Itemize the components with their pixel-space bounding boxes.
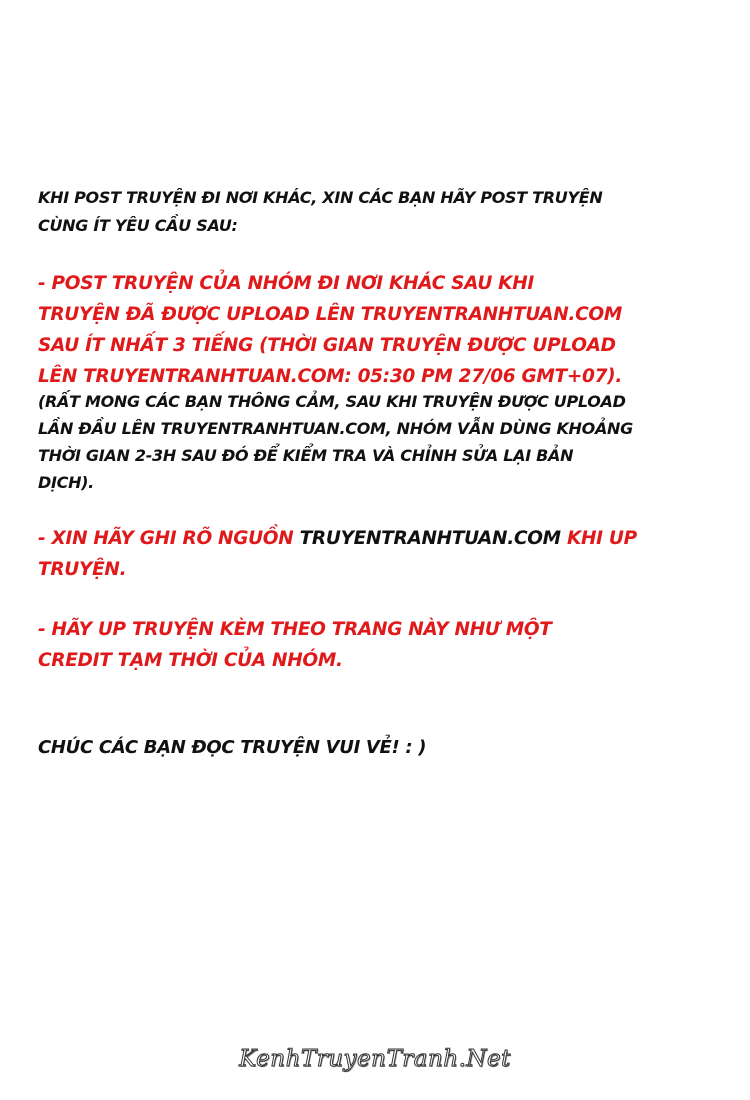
rule1-line-1: - POST TRUYỆN CỦA NHÓM ĐI NƠI KHÁC SAU KHI xyxy=(38,273,534,294)
site-watermark: KenhTruyenTranh.Net xyxy=(239,1046,511,1072)
rule2-prefix: - XIN HÃY GHI RÕ NGUỒN xyxy=(38,528,294,549)
rule-include-credit xyxy=(38,614,728,676)
rule2-line-2: TRUYỆN. xyxy=(38,559,127,580)
rule1-note-line-3: THỜI GIAN 2-3H SAU ĐÓ ĐỂ KIỂM TRA VÀ CHỈNH SỬA LẠI BẢN xyxy=(38,446,574,465)
rule2-line-1 xyxy=(38,523,728,554)
rule2-source: TRUYENTRANHTUAN.COM xyxy=(299,528,561,549)
closing-text xyxy=(38,732,728,763)
rule2-suffix: KHI UP xyxy=(566,528,637,549)
intro-line-2: CÙNG ÍT YÊU CẦU SAU: xyxy=(38,216,238,235)
rule-upload-delay xyxy=(38,268,728,392)
rule1-line-4: LÊN TRUYENTRANHTUAN.COM: 05:30 PM 27/06 GMT+07). xyxy=(38,366,623,387)
rule1-note-line-4: DỊCH). xyxy=(38,473,94,492)
rule1-note-line-1: (RẤT MONG CÁC BẠN THÔNG CẢM, SAU KHI TRUYỆN ĐƯỢC UPLOAD xyxy=(38,392,626,411)
rule3-line-2: CREDIT TẠM THỜI CỦA NHÓM. xyxy=(38,650,343,671)
rule-cite-source xyxy=(38,523,728,585)
rule3-line-1: - HÃY UP TRUYỆN KÈM THEO TRANG NÀY NHƯ MỘT xyxy=(38,619,552,640)
intro-line-1: KHI POST TRUYỆN ĐI NƠI KHÁC, XIN CÁC BẠN HÃY POST TRUYỆN xyxy=(38,188,603,207)
rule1-note-line-2: LẦN ĐẦU LÊN TRUYENTRANHTUAN.COM, NHÓM VẪN DÙNG KHOẢNG xyxy=(38,419,633,438)
closing-line: CHÚC CÁC BẠN ĐỌC TRUYỆN VUI VẺ! : ) xyxy=(38,737,427,758)
intro-text xyxy=(38,184,728,240)
rule1-line-2: TRUYỆN ĐÃ ĐƯỢC UPLOAD LÊN TRUYENTRANHTUAN.COM xyxy=(38,304,622,325)
rule1-line-3: SAU ÍT NHẤT 3 TIẾNG (THỜI GIAN TRUYỆN ĐƯỢC UPLOAD xyxy=(38,335,616,356)
rule1-note xyxy=(38,388,728,496)
